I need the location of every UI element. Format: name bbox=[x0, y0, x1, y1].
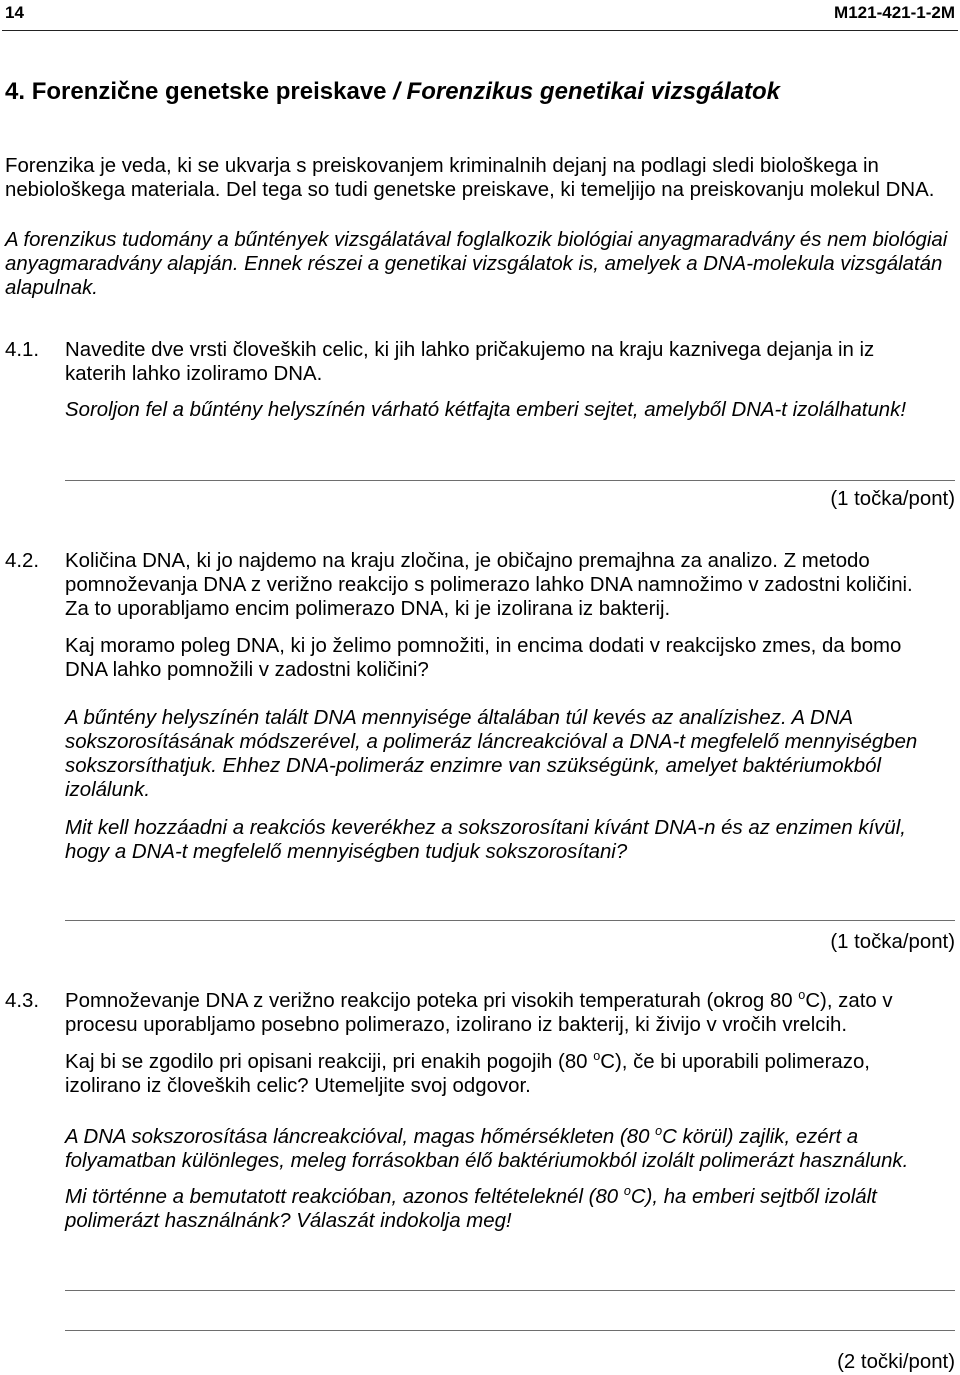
question-line bbox=[65, 1050, 870, 1074]
line-text: Mi történne a bemutatott reakcióban, azonos feltételeknél (80 bbox=[65, 1186, 624, 1208]
intro-slovene bbox=[5, 154, 934, 202]
answer-line bbox=[65, 480, 955, 481]
question-line bbox=[65, 1185, 877, 1209]
question-line: katerih lahko izoliramo DNA. bbox=[65, 363, 323, 385]
question-line: polimerázt használnánk? Válaszát indokolja meg! bbox=[65, 1210, 512, 1232]
question-4-3-slovene-context bbox=[65, 989, 893, 1037]
question-number: 4.3. bbox=[5, 990, 40, 1012]
degree-superscript: o bbox=[655, 1124, 663, 1139]
question-line: izolálunk. bbox=[65, 779, 151, 801]
header-divider bbox=[2, 30, 958, 31]
question-line: Mit kell hozzáadni a reakciós keverékhez a sokszorosítani kívánt DNA-n és az enzimen kívül, bbox=[65, 817, 906, 839]
answer-line bbox=[65, 920, 955, 921]
points-label: (2 točki/pont) bbox=[837, 1351, 955, 1373]
page-header bbox=[0, 2, 960, 26]
line-text: C), zato v bbox=[805, 990, 893, 1012]
question-4-3-slovene-question bbox=[65, 1050, 870, 1098]
line-text: C), ha emberi sejtből izolált bbox=[630, 1186, 877, 1208]
question-line: folyamatban különleges, meleg forrásokban élő baktériumokból izolált polimerázt használunk. bbox=[65, 1150, 909, 1172]
question-number: 4.2. bbox=[5, 550, 40, 572]
question-line: Kaj moramo poleg DNA, ki jo želimo pomnožiti, in encima dodati v reakcijsko zmes, da bomo bbox=[65, 635, 902, 657]
question-4-2-hungarian-context bbox=[65, 706, 917, 802]
line-text: C), če bi uporabili polimerazo, bbox=[600, 1051, 870, 1073]
question-4-2-hungarian-question bbox=[65, 816, 906, 864]
question-line: Za to uporabljamo encim polimerazo DNA, ki je izolirana iz bakterij. bbox=[65, 598, 671, 620]
question-line: Količina DNA, ki jo najdemo na kraju zločina, je običajno premajhna za analizo. Z metodo bbox=[65, 550, 870, 572]
question-number: 4.1. bbox=[5, 339, 40, 361]
question-line bbox=[65, 989, 893, 1013]
intro-slovene-line: Forenzika je veda, ki se ukvarja s preiskovanjem kriminalnih dejanj na podlagi sledi biološkega in bbox=[5, 155, 879, 177]
question-line: pomnoževanja DNA z verižno reakcijo s polimerazo lahko DNA namnožimo v zadostni količini. bbox=[65, 574, 913, 596]
intro-slovene-line: nebiološkega materiala. Del tega so tudi genetske preiskave, ki temeljijo na preiskovanju molekul DNA. bbox=[5, 179, 935, 201]
question-4-2-slovene-question bbox=[65, 634, 901, 682]
section-title-hungarian: Forenzikus genetikai vizsgálatok bbox=[406, 78, 780, 105]
section-title bbox=[5, 77, 780, 107]
intro-hungarian-line: A forenzikus tudomány a bűntények vizsgálatával foglalkozik biológiai anyagmaradvány és nem biológiai bbox=[5, 229, 948, 251]
intro-hungarian bbox=[5, 228, 947, 300]
answer-line bbox=[65, 1330, 955, 1331]
degree-superscript: o bbox=[593, 1049, 601, 1064]
question-line: DNA lahko pomnožili v zadostni količini? bbox=[65, 659, 429, 681]
line-text: C körül) zajlik, ezért a bbox=[662, 1126, 859, 1148]
line-text: Kaj bi se zgodilo pri opisani reakciji, pri enakih pogojih (80 bbox=[65, 1051, 594, 1073]
question-4-1-hungarian bbox=[65, 398, 906, 422]
degree-superscript: o bbox=[623, 1184, 631, 1199]
answer-line bbox=[65, 1290, 955, 1291]
intro-hungarian-line: anyagmaradvány alapján. Ennek részei a genetikai vizsgálatok is, amelyek a DNA-molekula vizsgálatán bbox=[5, 253, 943, 275]
question-line: A bűntény helyszínén talált DNA mennyisége általában túl kevés az analízishez. A DNA bbox=[65, 707, 854, 729]
title-separator: / bbox=[393, 78, 400, 105]
question-4-3-hungarian-question bbox=[65, 1185, 877, 1233]
question-4-3-hungarian-context bbox=[65, 1125, 908, 1173]
question-line: Soroljon fel a bűntény helyszínén várható kétfajta emberi sejtet, amelyből DNA-t izolálhatunk! bbox=[65, 399, 906, 421]
intro-hungarian-line: alapulnak. bbox=[5, 277, 98, 299]
line-text: Pomnoževanje DNA z verižno reakcijo poteka pri visokih temperaturah (okrog 80 bbox=[65, 990, 799, 1012]
degree-superscript: o bbox=[798, 988, 806, 1003]
exam-code: M121-421-1-2M bbox=[834, 3, 955, 22]
question-line: sokszorsíthatjuk. Ehhez DNA-polimeráz enzimre van szükségünk, amelyet baktériumokból bbox=[65, 755, 881, 777]
question-4-2-slovene-context bbox=[65, 549, 913, 621]
question-line bbox=[65, 1125, 908, 1149]
section-number: 4. bbox=[5, 78, 26, 105]
question-line: izolirano iz človeških celic? Utemeljite svoj odgovor. bbox=[65, 1075, 531, 1097]
section-title-slovene: Forenzične genetske preiskave bbox=[31, 78, 387, 105]
question-line: procesu uporabljamo posebno polimerazo, izolirano iz bakterij, ki živijo v vročih vrelcih. bbox=[65, 1014, 847, 1036]
question-line: hogy a DNA-t megfelelő mennyiségben tudjuk sokszorosítani? bbox=[65, 841, 628, 863]
points-label: (1 točka/pont) bbox=[830, 488, 955, 510]
page-number: 14 bbox=[5, 3, 24, 22]
question-4-1-slovene bbox=[65, 338, 874, 386]
points-label: (1 točka/pont) bbox=[830, 931, 955, 953]
question-line: Navedite dve vrsti človeških celic, ki jih lahko pričakujemo na kraju kaznivega dejanja in iz bbox=[65, 339, 875, 361]
line-text: A DNA sokszorosítása láncreakcióval, magas hőmérsékleten (80 bbox=[65, 1126, 656, 1148]
question-line: sokszorosításának módszerével, a polimeráz láncreakcióval a DNA-t megfelelő mennyiségben bbox=[65, 731, 918, 753]
